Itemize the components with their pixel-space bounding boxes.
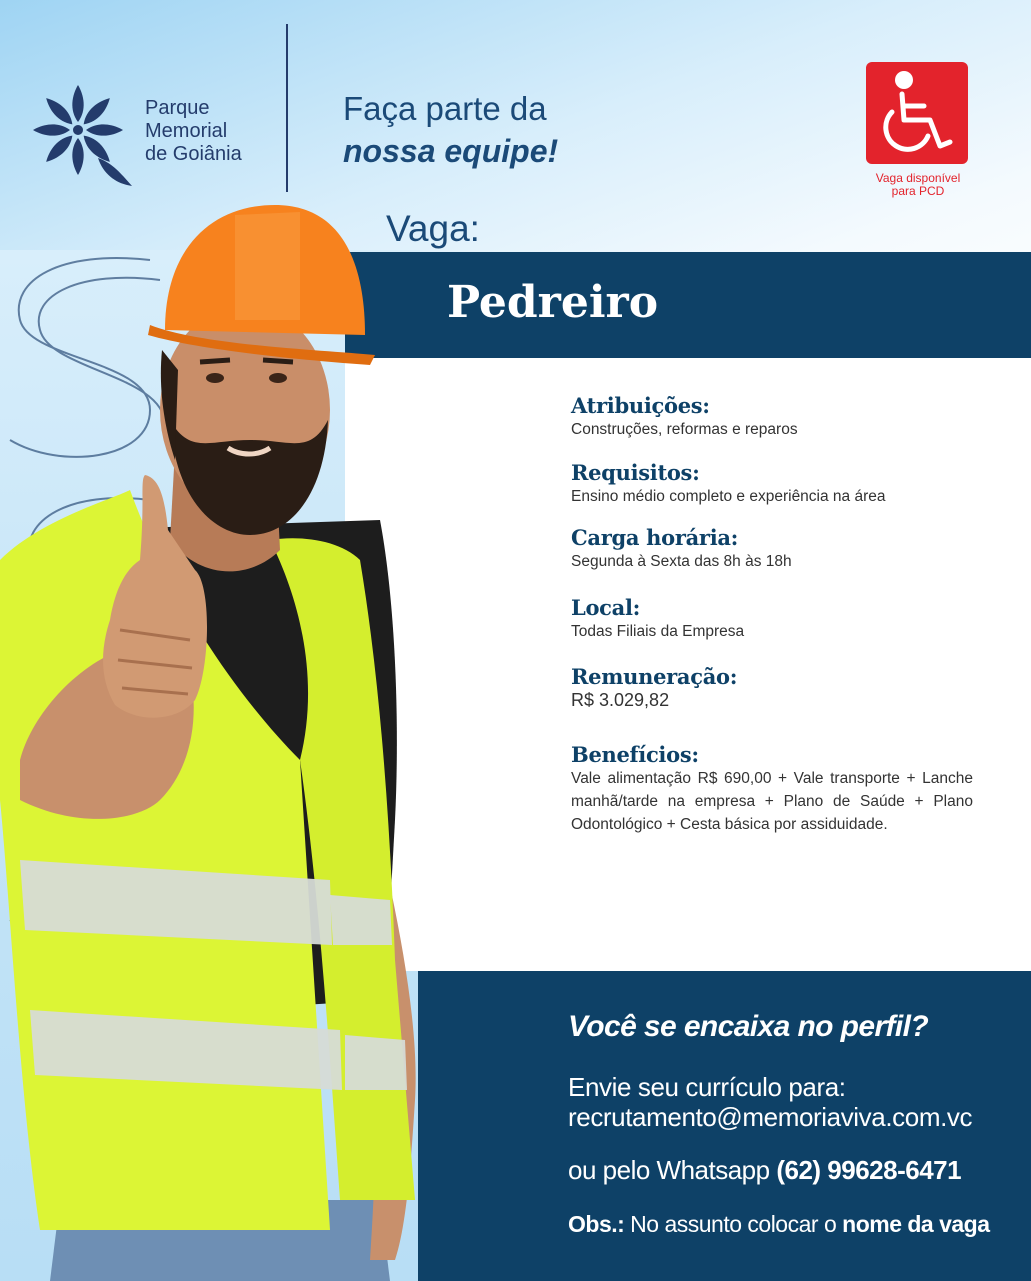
detail-requirements (571, 461, 973, 508)
detail-heading: Remuneração: (571, 664, 738, 689)
detail-benefits (571, 743, 973, 836)
cta-question: Você se encaixa no perfil? (568, 1010, 929, 1043)
tagline-line2: nossa equipe! (343, 133, 559, 169)
detail-heading: Atribuições: (571, 393, 710, 418)
detail-heading: Requisitos: (571, 460, 700, 485)
brand-name (145, 97, 242, 166)
pcd-caption (848, 172, 988, 198)
pcd-caption-line1: Vaga disponível (875, 171, 961, 185)
detail-salary (571, 665, 973, 712)
detail-location (571, 596, 973, 643)
cta-obs-bold: nome da vaga (842, 1211, 990, 1237)
detail-schedule (571, 526, 973, 573)
detail-attributions (571, 394, 973, 441)
cta-whatsapp (568, 1155, 961, 1186)
tagline-line1: Faça parte da (343, 90, 547, 127)
detail-heading: Carga horária: (571, 525, 739, 550)
cta-whatsapp-prefix: ou pelo Whatsapp (568, 1155, 770, 1185)
header-divider (286, 24, 288, 192)
brand-name-line3: de Goiânia (145, 143, 242, 165)
job-title: Pedreiro (447, 277, 659, 328)
cta-send-label: Envie seu currículo para: (568, 1072, 846, 1102)
detail-heading: Benefícios: (571, 742, 699, 767)
pcd-badge (866, 62, 968, 164)
detail-text: R$ 3.029,82 (571, 690, 670, 710)
cta-obs-text: No assunto colocar o (630, 1211, 837, 1237)
detail-text: Segunda à Sexta das 8h às 18h (571, 553, 792, 570)
detail-text: Todas Filiais da Empresa (571, 623, 745, 640)
pcd-caption-line2: para PCD (891, 184, 945, 198)
cta-whatsapp-number[interactable]: (62) 99628-6471 (776, 1155, 962, 1185)
detail-text: Ensino médio completo e experiência na área (571, 488, 886, 505)
wheelchair-icon (866, 62, 968, 164)
detail-text: Construções, reformas e reparos (571, 421, 798, 438)
cta-email-link[interactable]: recrutamento@memoriaviva.com.vc (568, 1102, 973, 1132)
brand-name-line1: Parque (145, 97, 210, 119)
cta-obs-label: Obs.: (568, 1211, 625, 1237)
cta-send (568, 1072, 972, 1132)
job-label: Vaga: (386, 208, 480, 249)
flower-logo-icon (28, 78, 138, 188)
detail-text: Vale alimentação R$ 690,00 + Vale transporte + Lanche manhã/tarde na empresa + Plano de Saúde + Plano Odontológico + Cesta básica por assiduidade. (571, 770, 973, 833)
detail-heading: Local: (571, 595, 641, 620)
brand-name-line2: Memorial (145, 120, 228, 142)
worker-thumbs-up-image (0, 200, 430, 1281)
cta-observation (568, 1211, 990, 1238)
